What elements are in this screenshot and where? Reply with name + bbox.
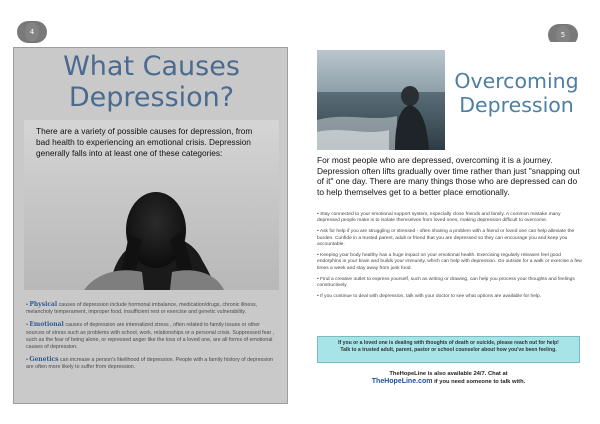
tip-item: • Stay connected to your emotional support system, especially close friends and family. A common mistake many depressed people make is to isolate themselves from loved ones, making depression difficult to overcome. <box>317 212 561 224</box>
person-by-sea-photo <box>317 50 445 150</box>
tip-item: • Ask for help if you are struggling or stressed - often sharing a problem with a friend or loved one can help alleviate the burden. Confide in a trusted parent, adult or friend that you are depressed so they can encourage you and keep you accountable. <box>317 229 575 248</box>
left-title-line2: Depression? <box>68 82 235 113</box>
cause-genetics: • Genetics can increase a person's likelihood of depression. People with a family history of depression are often more likely to suffer from depression. <box>26 356 274 371</box>
help-line-2: Talk to a trusted adult, parent, pastor or school counselor about how you've been feeling. <box>340 347 557 353</box>
cause-term-physical: Physical <box>29 301 58 308</box>
cause-text-emotional: causes of depression are internalized stress , often related to family issues or other sources of stress such as problems with school, work, relationships or a personal crisis. Suppressed fear , such as the fear of being alone, or repressed anger like the loss of a loved one, are all forms of emotional causes of depression. <box>26 322 275 351</box>
tip-item: • Keeping your body healthy has a huge impact on your emotional health. Exercising regularly releases feel good endorphins in your brain and builds your immunity, which can help with depression. Go outside for a walk or exercise a few times a week and stay away from junk food. <box>317 253 582 271</box>
hopeline-tail: if you need someone to talk with. <box>432 379 526 385</box>
crisis-help-box <box>317 336 580 363</box>
right-page <box>311 42 587 408</box>
cause-text-physical: causes of depression include hormonal imbalance, medication/drugs, chronic illness, melancholy temperament, improper food, insufficient rest or exercise and genetic vulnerability. <box>26 302 258 316</box>
hopeline-info <box>317 370 580 386</box>
page-number-right: 5 <box>560 31 566 39</box>
tips-list <box>317 212 583 305</box>
cause-term-genetics: Genetics <box>29 356 59 364</box>
right-page-title <box>446 69 587 117</box>
right-title-line2: Depression <box>459 93 574 117</box>
tip-item: • Find a creative outlet to express yourself, such as writing or drawing, can help you process your thoughts and feelings constructively. <box>317 276 575 289</box>
help-line-1: If you or a loved one is dealing with thoughts of death or suicide, please reach out for help! <box>338 340 559 346</box>
hopeline-line1: TheHopeLine is also available 24/7. Chat at <box>389 371 508 377</box>
tip-item: • If you continue to deal with depression, talk with your doctor to see what options are available for help. <box>317 294 542 300</box>
right-title-line1: Overcoming <box>454 69 579 93</box>
causes-intro-text: There are a variety of possible causes for depression, from bad health to experiencing an emotional crisis. Depression generally falls into at least one of these categories: <box>36 126 253 158</box>
cause-term-emotional: Emotional <box>29 321 64 329</box>
hopeline-link[interactable]: TheHopeLine.com <box>371 378 433 385</box>
cause-physical: • Physical causes of depression include hormonal imbalance, medication/drugs, chronic illness, melancholy temperament, improper food, insufficient rest or exercise and genetic vulnerability. <box>26 301 258 316</box>
page-number-badge-left <box>17 21 47 43</box>
cause-text-genetics: can increase a person's likelihood of depression. People with a family history of depression are often more likely to suffer from depression. <box>26 357 274 371</box>
person-by-sea-illustration <box>317 50 445 150</box>
left-title-line1: What Causes <box>63 51 240 82</box>
left-page-title <box>14 51 288 113</box>
causes-list <box>26 301 278 377</box>
cause-emotional: • Emotional causes of depression are internalized stress , often related to family issues or other sources of stress such as problems with school, work, relationships or a personal crisis. Suppressed fear , such as the fear of being alone, or repressed anger like the loss of a loved one, are all forms of emotional causes of depression. <box>26 321 275 351</box>
overcoming-lead-text: For most people who are depressed, overcoming it is a journey. Depression often lifts gradually over time rather than just "snapping out of it" one day. There are many things those who are depressed can do to help themselves get to a better place emotionally. <box>317 155 580 198</box>
left-page <box>13 47 288 404</box>
page-number-left: 4 <box>29 28 35 36</box>
